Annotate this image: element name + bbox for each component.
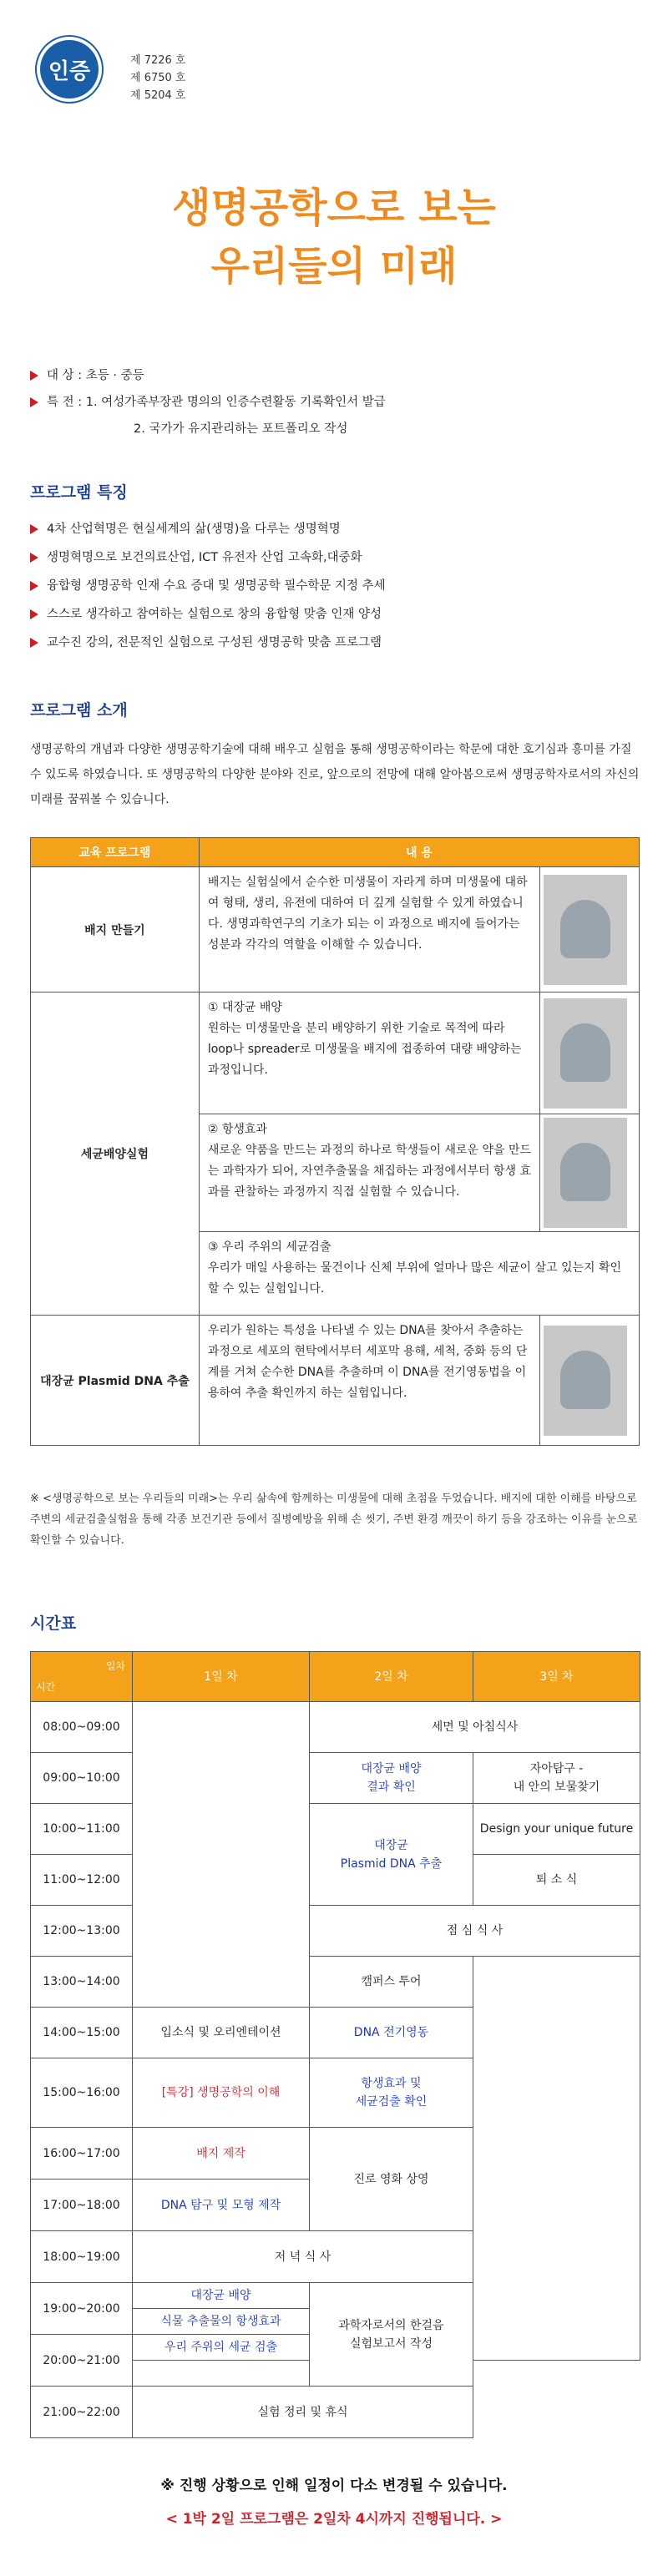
schedule-cell: DNA 전기영동: [310, 2008, 473, 2058]
schedule-cell: 과학자로서의 한걸음 실험보고서 작성: [310, 2283, 473, 2387]
schedule-cell: 자아탐구 - 내 안의 보물찾기: [473, 1753, 640, 1804]
triangle-bullet-icon: [30, 638, 38, 648]
time-cell: 16:00~17:00: [31, 2128, 133, 2179]
footer-notice: ※ 진행 상황으로 인해 일정이 다소 변경될 수 있습니다.: [160, 2478, 508, 2494]
time-cell: 10:00~11:00: [31, 1804, 133, 1855]
title-line-1: 생명공학으로 보는: [172, 184, 496, 231]
certification-logo: [40, 40, 99, 98]
corner-header: [31, 1652, 133, 1702]
schedule-cell: 우리 주위의 세균 검출: [133, 2335, 310, 2361]
schedule-cell: 세면 및 아침식사: [310, 1702, 640, 1753]
schedule-cell: 저 녁 식 사: [133, 2231, 473, 2283]
certification-numbers: [130, 52, 185, 104]
cert-number: 제 5204 호: [130, 89, 186, 102]
certification-logo-text: 인증: [48, 58, 91, 84]
table-header: 교육 프로그램: [31, 838, 200, 867]
schedule-cell: DNA 탐구 및 모형 제작: [133, 2179, 310, 2231]
feature-text: 교수진 강의, 전문적인 실험으로 구성된 생명공학 맞춤 프로그램: [47, 636, 382, 649]
photo-cell: [540, 867, 640, 993]
intro-text: 생명공학의 개념과 다양한 생명공학기술에 대해 배우고 실험을 통해 생명공학이라는 학문에 대한 호기심과 흥미를 가질 수 있도록 하였습니다. 또 생명공학의 다양한 분야와 진로, 앞으로의 전망에 대해 알아봄으로써 생명공학자로서의 자신의 미래를 꿈꿔볼 수 있습니다.: [30, 743, 640, 806]
program-note: ※ <생명공학으로 보는 우리들의 미래>는 우리 삶속에 함께하는 미생물에 대해 초점을 두었습니다. 배지에 대한 이해를 바탕으로 주변의 세균검출실험을 통해 각종 보건기관 등에서 질병예방을 위해 손 씻기, 주변 환경 깨끗이 하기 등을 강조하는 이유를 눈으로 확인할 수 있습니다.: [30, 1493, 638, 1547]
triangle-bullet-icon: [30, 524, 38, 534]
feature-item: [30, 548, 362, 565]
time-cell: 09:00~10:00: [31, 1753, 133, 1804]
time-cell: 20:00~21:00: [31, 2335, 133, 2387]
intro-heading: 프로그램 소개: [30, 701, 128, 720]
target-text: 대 상 : 초등 · 중등: [47, 369, 144, 382]
program-desc: 배지는 실험실에서 순수한 미생물이 자라게 하며 미생물에 대하여 형태, 생리, 유전에 대하여 더 깊게 실험할 수 있게 하였습니다. 생명과학연구의 기초가 되는 이 과정으로 배지에 들어가는 성분과 각각의 역할을 이해할 수 있습니다.: [199, 867, 539, 993]
cert-number: 제 6750 호: [130, 72, 186, 84]
triangle-bullet-icon: [30, 581, 38, 591]
photo-image: [544, 1118, 627, 1228]
program-desc: ③ 우리 주위의 세균검출 우리가 매일 사용하는 물건이나 신체 부위에 얼마나 많은 세균이 살고 있는지 확인할 수 있는 실험입니다.: [199, 1232, 639, 1316]
program-desc: ① 대장균 배양 원하는 미생물만을 분리 배양하기 위한 기술로 목적에 따라 loop나 spreader로 미생물을 배지에 접종하여 대량 배양하는 과정입니다.: [199, 993, 539, 1114]
corner-time-label: 시간: [36, 1681, 56, 1693]
program-label: 세균배양실험: [31, 993, 200, 1316]
schedule-cell: 실험 정리 및 휴식: [133, 2387, 473, 2438]
target-info: [30, 366, 144, 383]
time-cell: 21:00~22:00: [31, 2387, 133, 2438]
title-line-2: 우리들의 미래: [210, 243, 458, 290]
features-heading: 프로그램 특징: [30, 483, 128, 502]
photo-cell: [540, 993, 640, 1114]
time-cell: 18:00~19:00: [31, 2231, 133, 2283]
schedule-cell: 식물 추출물의 항생효과: [133, 2309, 310, 2335]
schedule-heading: 시간표: [30, 1614, 77, 1633]
schedule-cell: 대장균 배양 결과 확인: [310, 1753, 473, 1804]
day-header: 1일 차: [133, 1652, 310, 1702]
program-desc: 우리가 원하는 특성을 나타낼 수 있는 DNA를 찾아서 추출하는 과정으로 세포의 현탁에서부터 세포막 용해, 세척, 중화 등의 단계를 거쳐 순수한 DNA를 추출하며 이 DNA를 전기영동법을 이용하여 추출 확인까지 하는 실험입니다.: [199, 1316, 539, 1446]
photo-cell: [540, 1114, 640, 1232]
empty-cell: [473, 1957, 640, 2361]
schedule-cell: [특강] 생명공학의 이해: [133, 2058, 310, 2128]
schedule-table: [30, 1651, 640, 2438]
empty-cell: [133, 2361, 310, 2387]
schedule-cell: 대장균 배양: [133, 2283, 310, 2309]
feature-text: 융합형 생명공학 인재 수요 증대 및 생명공학 필수학문 지정 추세: [47, 579, 386, 593]
feature-item: [30, 604, 382, 622]
schedule-cell: 대장균 Plasmid DNA 추출: [310, 1804, 473, 1906]
schedule-cell: 배지 제작: [133, 2128, 310, 2179]
program-table: [30, 837, 640, 1446]
triangle-bullet-icon: [30, 553, 38, 563]
schedule-cell: 진로 영화 상영: [310, 2128, 473, 2231]
photo-image: [544, 1326, 627, 1436]
feature-text: 스스로 생각하고 참여하는 실험으로 창의 융합형 맞춤 인재 양성: [47, 608, 382, 621]
program-label: 배지 만들기: [31, 867, 200, 993]
time-cell: 11:00~12:00: [31, 1855, 133, 1906]
feature-item: [30, 633, 382, 650]
triangle-bullet-icon: [30, 371, 38, 381]
feature-item: [30, 576, 386, 593]
schedule-cell: 퇴 소 식: [473, 1855, 640, 1906]
schedule-cell: 항생효과 및 세균검출 확인: [310, 2058, 473, 2128]
photo-image: [544, 875, 627, 985]
program-desc: ② 항생효과 새로운 약품을 만드는 과정의 하나로 학생들이 새로운 약을 만드는 과학자가 되어, 자연추출물을 채집하는 과정에서부터 항생 효과를 관찰하는 과정까지 직접 실험할 수 있습니다.: [199, 1114, 539, 1232]
time-cell: 08:00~09:00: [31, 1702, 133, 1753]
time-cell: 14:00~15:00: [31, 2008, 133, 2058]
schedule-cell: Design your unique future: [473, 1804, 640, 1855]
time-cell: 17:00~18:00: [31, 2179, 133, 2231]
time-cell: 15:00~16:00: [31, 2058, 133, 2128]
feature-item: [30, 519, 341, 537]
schedule-cell: 캠퍼스 투어: [310, 1957, 473, 2008]
schedule-cell: 점 심 식 사: [310, 1906, 640, 1957]
day-header: 3일 차: [473, 1652, 640, 1702]
footer-schedule-note: < 1박 2일 프로그램은 2일차 4시까지 진행됩니다. >: [165, 2511, 503, 2528]
photo-cell: [540, 1316, 640, 1446]
cert-number: 제 7226 호: [130, 54, 186, 67]
corner-day-label: 일차: [105, 1660, 125, 1672]
time-cell: 19:00~20:00: [31, 2283, 133, 2335]
feature-text: 4차 산업혁명은 현실세계의 삶(생명)을 다루는 생명혁명: [47, 523, 341, 536]
photo-image: [544, 998, 627, 1109]
special-text-2: 2. 국가가 유지관리하는 포트폴리오 작성: [134, 422, 348, 436]
triangle-bullet-icon: [30, 397, 38, 407]
special-info: [30, 392, 386, 410]
table-header: 내 용: [199, 838, 639, 867]
page-title: [0, 179, 668, 295]
time-cell: 12:00~13:00: [31, 1906, 133, 1957]
day-header: 2일 차: [310, 1652, 473, 1702]
empty-cell: [133, 1702, 310, 2008]
time-cell: 13:00~14:00: [31, 1957, 133, 2008]
special-text-1: 특 전 : 1. 여성가족부장관 명의의 인증수련활동 기록확인서 발급: [47, 396, 386, 409]
schedule-cell: 입소식 및 오리엔테이션: [133, 2008, 310, 2058]
program-label: 대장균 Plasmid DNA 추출: [31, 1316, 200, 1446]
triangle-bullet-icon: [30, 609, 38, 619]
feature-text: 생명혁명으로 보건의료산업, ICT 유전자 산업 고속화,대중화: [47, 551, 362, 564]
